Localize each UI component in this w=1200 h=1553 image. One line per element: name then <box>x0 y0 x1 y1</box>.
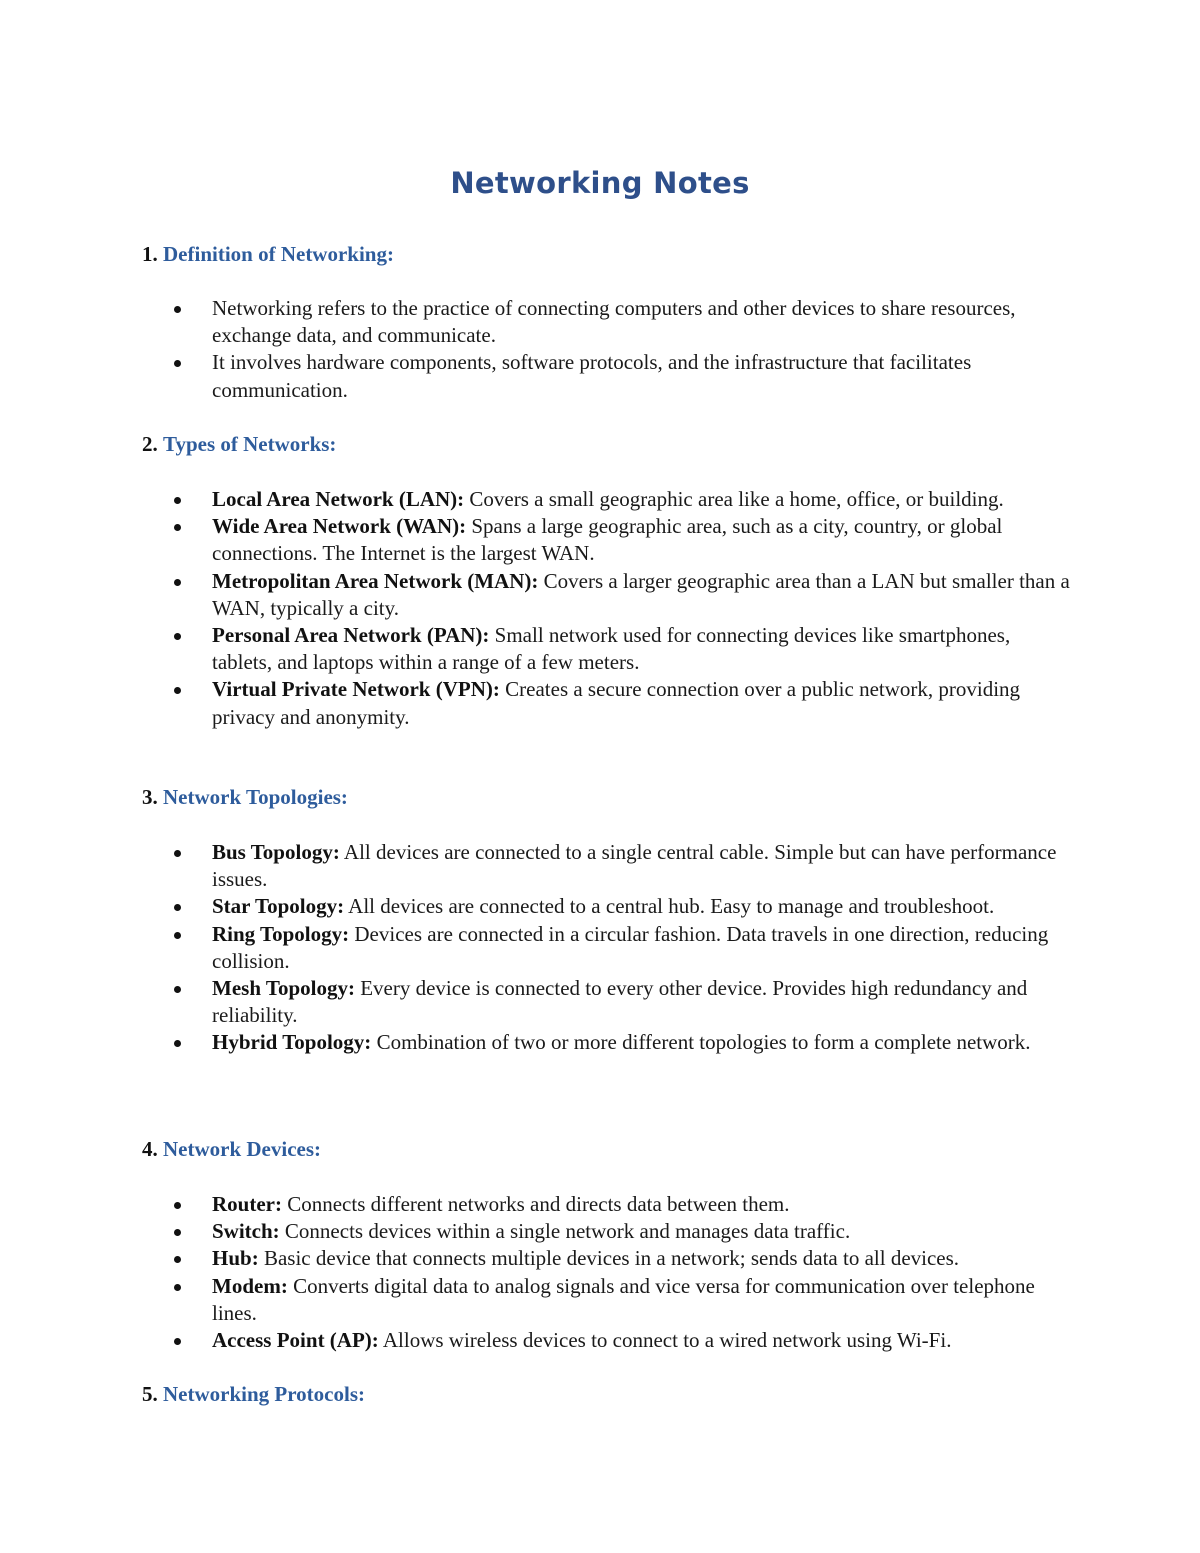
bullet-icon <box>174 1284 181 1291</box>
list-item <box>142 349 1072 403</box>
section-heading <box>142 431 1072 458</box>
section-heading <box>142 1381 1072 1408</box>
item-term: Access Point (AP): <box>212 1328 379 1353</box>
item-term: Hub: <box>212 1246 259 1271</box>
list-item <box>142 568 1072 622</box>
item-term: Wide Area Network (WAN): <box>212 514 467 539</box>
section-number: 5. <box>142 1382 158 1406</box>
bullet-icon <box>174 579 181 586</box>
bullet-icon <box>174 850 181 857</box>
bullet-list <box>142 1191 1072 1354</box>
item-term: Metropolitan Area Network (MAN): <box>212 568 539 593</box>
list-item <box>142 1029 1072 1056</box>
item-term: Mesh Topology: <box>212 976 355 1001</box>
bullet-icon <box>174 1202 181 1209</box>
item-term: Personal Area Network (PAN): <box>212 623 490 648</box>
item-term: Star Topology: <box>212 894 345 919</box>
item-term: Modem: <box>212 1273 288 1298</box>
item-term: Virtual Private Network (VPN): <box>212 677 500 702</box>
bullet-icon <box>174 306 181 313</box>
item-term: Local Area Network (LAN): <box>212 487 465 511</box>
bullet-list <box>142 295 1072 404</box>
item-text: Connects different networks and directs data between them. <box>281 1192 790 1216</box>
bullet-icon <box>174 524 181 531</box>
bullet-icon <box>174 986 181 993</box>
section-title: Types of Networks: <box>163 432 337 456</box>
section-topologies <box>142 784 1072 1057</box>
section-number: 1. <box>142 242 158 266</box>
section-title: Definition of Networking: <box>163 242 394 266</box>
section-title: Networking Protocols: <box>163 1382 365 1406</box>
bullet-icon <box>174 932 181 939</box>
list-item <box>142 1245 1072 1272</box>
bullet-icon <box>174 687 181 694</box>
list-item <box>142 513 1072 567</box>
item-text: Every device is connected to every other device. Provides high redundancy and reliability. <box>212 976 1028 1028</box>
item-text: Small network used for connecting devices like smartphones, tablets, and laptops within a range of a few meters. <box>212 623 1011 675</box>
item-text: All devices are connected to a single central cable. Simple but can have performance issues. <box>212 840 1057 892</box>
section-heading <box>142 1136 1072 1163</box>
bullet-list <box>142 486 1072 731</box>
item-text: Devices are connected in a circular fashion. Data travels in one direction, reducing collision. <box>212 921 1049 973</box>
item-text: Creates a secure connection over a public network, providing privacy and anonymity. <box>212 677 1021 729</box>
item-text: All devices are connected to a central hub. Easy to manage and troubleshoot. <box>344 894 995 919</box>
item-text: Networking refers to the practice of connecting computers and other devices to share resources, exchange data, and communicate. <box>212 296 1016 348</box>
item-term: Hybrid Topology: <box>212 1030 372 1055</box>
page-title: Networking Notes <box>450 166 750 200</box>
item-text: Converts digital data to analog signals and vice versa for communication over telephone lines. <box>212 1273 1035 1325</box>
bullet-icon <box>174 1229 181 1236</box>
item-term: Switch: <box>212 1219 280 1244</box>
item-text: Covers a small geographic area like a home, office, or building. <box>464 487 1004 511</box>
item-text: Allows wireless devices to connect to a wired network using Wi-Fi. <box>378 1328 952 1353</box>
list-item <box>142 295 1072 349</box>
item-term: Ring Topology: <box>212 921 350 946</box>
section-number: 4. <box>142 1137 158 1161</box>
list-item <box>142 893 1072 920</box>
item-text: Combination of two or more different topologies to form a complete network. <box>371 1030 1031 1055</box>
list-item <box>142 839 1072 893</box>
list-item <box>142 921 1072 975</box>
item-term: Router: <box>212 1192 282 1216</box>
section-definition <box>142 241 1072 404</box>
list-item <box>142 676 1072 730</box>
list-item <box>142 486 1072 513</box>
bullet-icon <box>174 1256 181 1263</box>
item-text: It involves hardware components, software protocols, and the infrastructure that facilitates communication. <box>212 350 972 402</box>
bullet-icon <box>174 1040 181 1047</box>
list-item <box>142 1191 1072 1218</box>
section-number: 3. <box>142 785 158 809</box>
section-types <box>142 431 1072 731</box>
section-title: Network Topologies: <box>163 785 348 809</box>
list-item <box>142 1327 1072 1354</box>
bullet-list <box>142 839 1072 1057</box>
item-text: Spans a large geographic area, such as a city, country, or global connections. The Internet is the largest WAN. <box>212 514 1003 566</box>
item-text: Connects devices within a single network and manages data traffic. <box>279 1219 851 1244</box>
section-heading <box>142 784 1072 811</box>
list-item <box>142 622 1072 676</box>
list-item <box>142 975 1072 1029</box>
bullet-icon <box>174 497 181 504</box>
section-protocols <box>142 1381 1072 1408</box>
list-item <box>142 1218 1072 1245</box>
section-number: 2. <box>142 432 158 456</box>
list-item <box>142 1273 1072 1327</box>
item-text: Basic device that connects multiple devices in a network; sends data to all devices. <box>258 1246 960 1271</box>
bullet-icon <box>174 904 181 911</box>
item-term: Bus Topology: <box>212 840 340 864</box>
bullet-icon <box>174 360 181 367</box>
bullet-icon <box>174 633 181 640</box>
item-text: Covers a larger geographic area than a LAN but smaller than a WAN, typically a city. <box>212 568 1070 620</box>
bullet-icon <box>174 1338 181 1345</box>
section-title: Network Devices: <box>163 1137 322 1161</box>
section-devices <box>142 1136 1072 1354</box>
section-heading <box>142 241 1072 268</box>
